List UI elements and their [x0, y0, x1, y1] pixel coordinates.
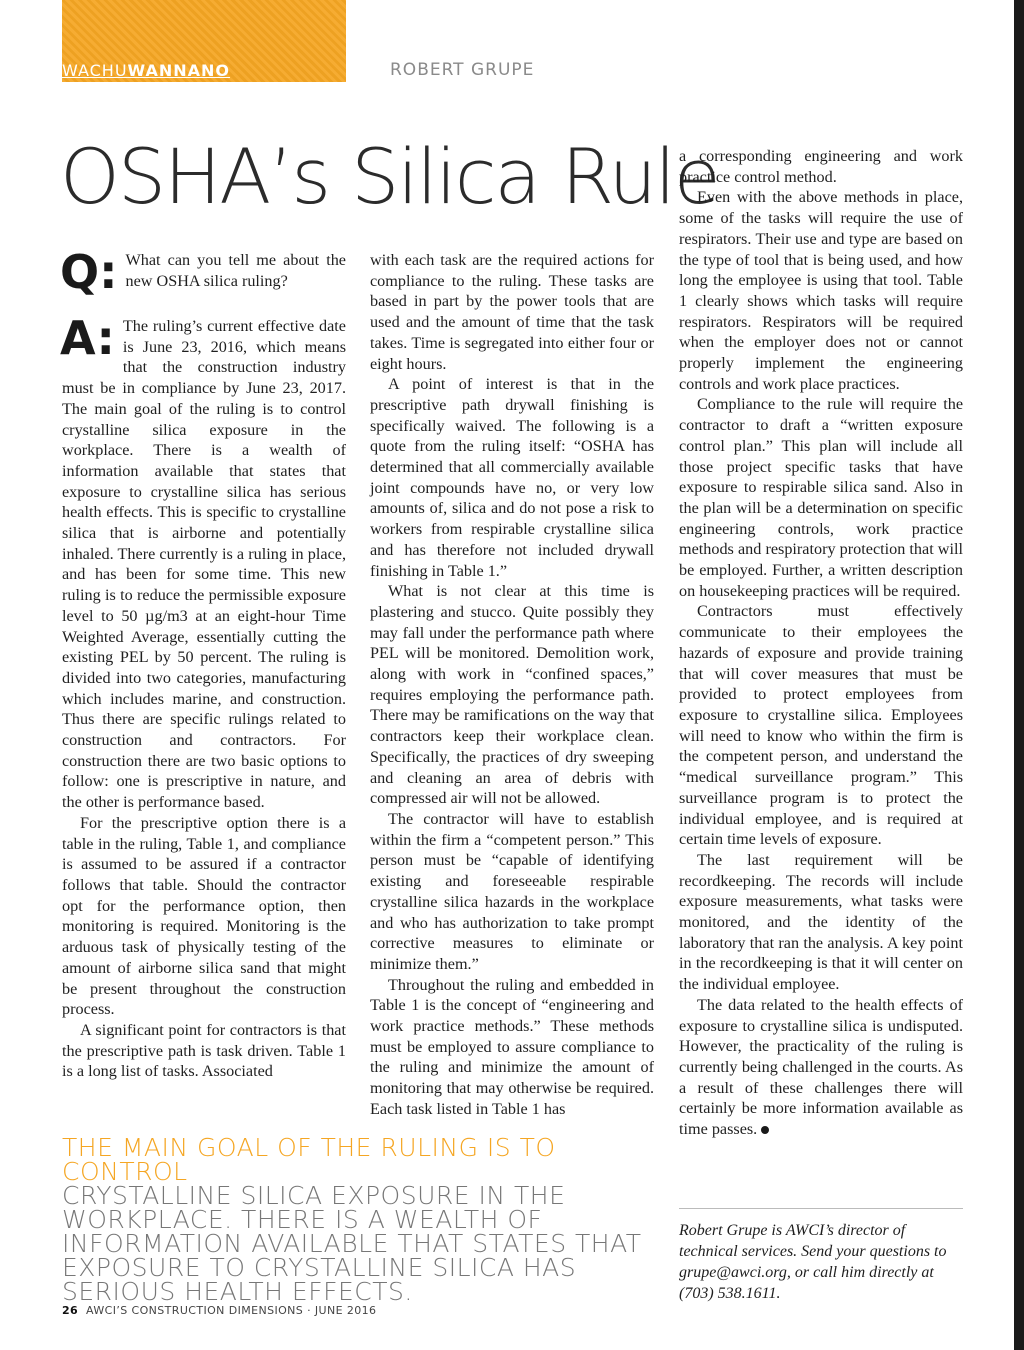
paragraph: For the prescriptive option there is a table in the ruling, Table 1, and compliance is assumed to be assured if a contractor follows that table. Should the contractor opt for the performance option, then monitoring is required. Monitoring is the arduous task of physically testing of the amount of airborne silica sand that might be present throughout the construction process. [62, 813, 346, 1019]
pull-quote-text: CRYSTALLINE SILICA EXPOSURE IN THE WORKPLACE. THERE IS A WEALTH OF INFORMATION AVAILABLE THAT STATES THAT EXPOSURE TO CRYSTALLINE SILICA HAS SERIOUS HEALTH EFFECTS. [62, 1181, 642, 1306]
question-block [60, 245, 346, 299]
page-edge-bar [1014, 0, 1024, 1350]
column-1 [60, 245, 346, 1082]
department-header [62, 0, 346, 82]
author-name: ROBERT GRUPE [390, 60, 535, 80]
page-footer [62, 1304, 376, 1317]
author-bio: Robert Grupe is AWCI’s director of technical services. Send your questions to grupe@awci.org, or call him directly at (703) 538.1611. [679, 1222, 947, 1302]
closing-text: The data related to the health effects of exposure to crystalline silica is undisputed. However, the practicality of the ruling is currently being challenged in the courts. As a result of these challenges there will certainly be more information available as time passes. [679, 995, 963, 1139]
publication-name: AWCI’S CONSTRUCTION DIMENSIONS · JUNE 2016 [86, 1304, 377, 1317]
paragraph: Contractors must effectively communicate to their employees the hazards of exposure and provide training that will cover measures that must be provided to protect employees from exposure to crystalline silica. Employees will need to know who within the firm is the competent person, and understand the “medical surveillance program.” This surveillance program is to protect the individual employee, and is required at certain time levels of exposure. [679, 602, 963, 849]
answer-block [60, 311, 346, 813]
paragraph: Throughout the ruling and embedded in Table 1 is the concept of “engineering and work practice methods.” These methods must be employed to assure compliance to the ruling and minimize the amount of monitoring that may otherwise be required. Each task listed in Table 1 has [370, 975, 654, 1118]
paragraph: a corresponding engineering and work practice control method. [679, 147, 963, 186]
column-2 [370, 250, 654, 1120]
question-text: What can you tell me about the new OSHA silica ruling? [125, 251, 346, 290]
paragraph: A point of interest is that in the prescriptive path drywall finishing is specifically waived. The following is a quote from the ruling itself: “OSHA has determined that all commercially available joint compounds have no, or very low amounts of, silica and do not pose a risk to workers from respirable crystalline silica and has therefore not included drywall finishing in Table 1.” [370, 375, 654, 580]
paragraph: Compliance to the rule will require the contractor to draft a “written exposure control plan.” This plan will include all those project specific tasks that have exposure to respirable silica sand. Also in the plan will be a determination on specific engineering controls, work practice methods and respiratory protection that will be employed. Further, a written description on housekeeping practices will be required. [679, 395, 963, 600]
end-of-article-icon [761, 1126, 769, 1134]
column-3 [679, 146, 963, 1140]
question-label: Q: [60, 245, 118, 299]
answer-label: A: [60, 311, 115, 365]
answer-text: The ruling’s current effective date is June 23, 2016, which means that the construction industry must be in compliance by June 23, 2017. The main goal of the ruling is to control crystalline silica exposure in the workplace. There is a wealth of information available that states that exposure to crystalline silica has serious health effects. This is specific to crystalline silica that is airborne and potentially inhaled. There currently is a ruling in place, and has been for some time. This new ruling is to reduce the permissible exposure level to 50 µg/m3 at an eight-hour Time Weighted Average, essentially cutting the existing PEL by 50 percent. The ruling is divided into two categories, manufacturing which includes marine, and construction. Thus there are specific rulings related to construction and contractors. For construction there are two basic options to follow: one is prescriptive in nature, and the other is performance based. [62, 317, 346, 812]
department-label: WACHUWANNANO [62, 61, 230, 80]
paragraph: with each task are the required actions for compliance to the ruling. These tasks are based in part by the power tools that are used and the amount of time that the task takes. Time is segregated into either four or eight hours. [370, 251, 654, 373]
paragraph: What is not clear at this time is plastering and stucco. Quite possibly they may fall under the performance path where PEL will be monitored. Demolition work, along with work in “confined spaces,” requires employing the performance path. There may be ramifications on the way that contractors keep their workplace clean. Specifically, the practices of dry sweeping and cleaning an area of debris with compressed air will not be allowed. [370, 582, 654, 808]
paragraph: The last requirement will be recordkeeping. The records will include exposure measurements, what tasks were monitored, and the identity of the laboratory that ran the analysis. A key point in the recordkeeping is that it will center on the individual employee. [679, 850, 963, 994]
bio-divider [679, 1208, 963, 1209]
paragraph: Even with the above methods in place, some of the tasks will require the use of respirators. Their use and type are based on the type of tool that is being used, and how long the employee is using that tool. Table 1 clearly shows which tasks will require respirators. Respirators will be required when the employer does not or cannot properly implement the engineering controls and work place practices. [679, 188, 963, 393]
article-title: OSHA’s Silica Rule [60, 132, 719, 221]
closing-paragraph [679, 995, 963, 1140]
paragraph: The contractor will have to establish within the firm a “competent person.” This person must be “capable of identifying existing and foreseeable respirable crystalline silica hazards in the workplace and who has authorization to take prompt corrective measures to eliminate or minimize them.” [370, 809, 654, 973]
pull-quote [62, 1133, 662, 1306]
paragraph: A significant point for contractors is that the prescriptive path is task driven. Table 1 is a long list of tasks. Associated [62, 1020, 346, 1081]
pull-quote-highlight: THE MAIN GOAL OF THE RULING IS TO CONTROL [62, 1133, 556, 1186]
page-number: 26 [62, 1304, 79, 1317]
